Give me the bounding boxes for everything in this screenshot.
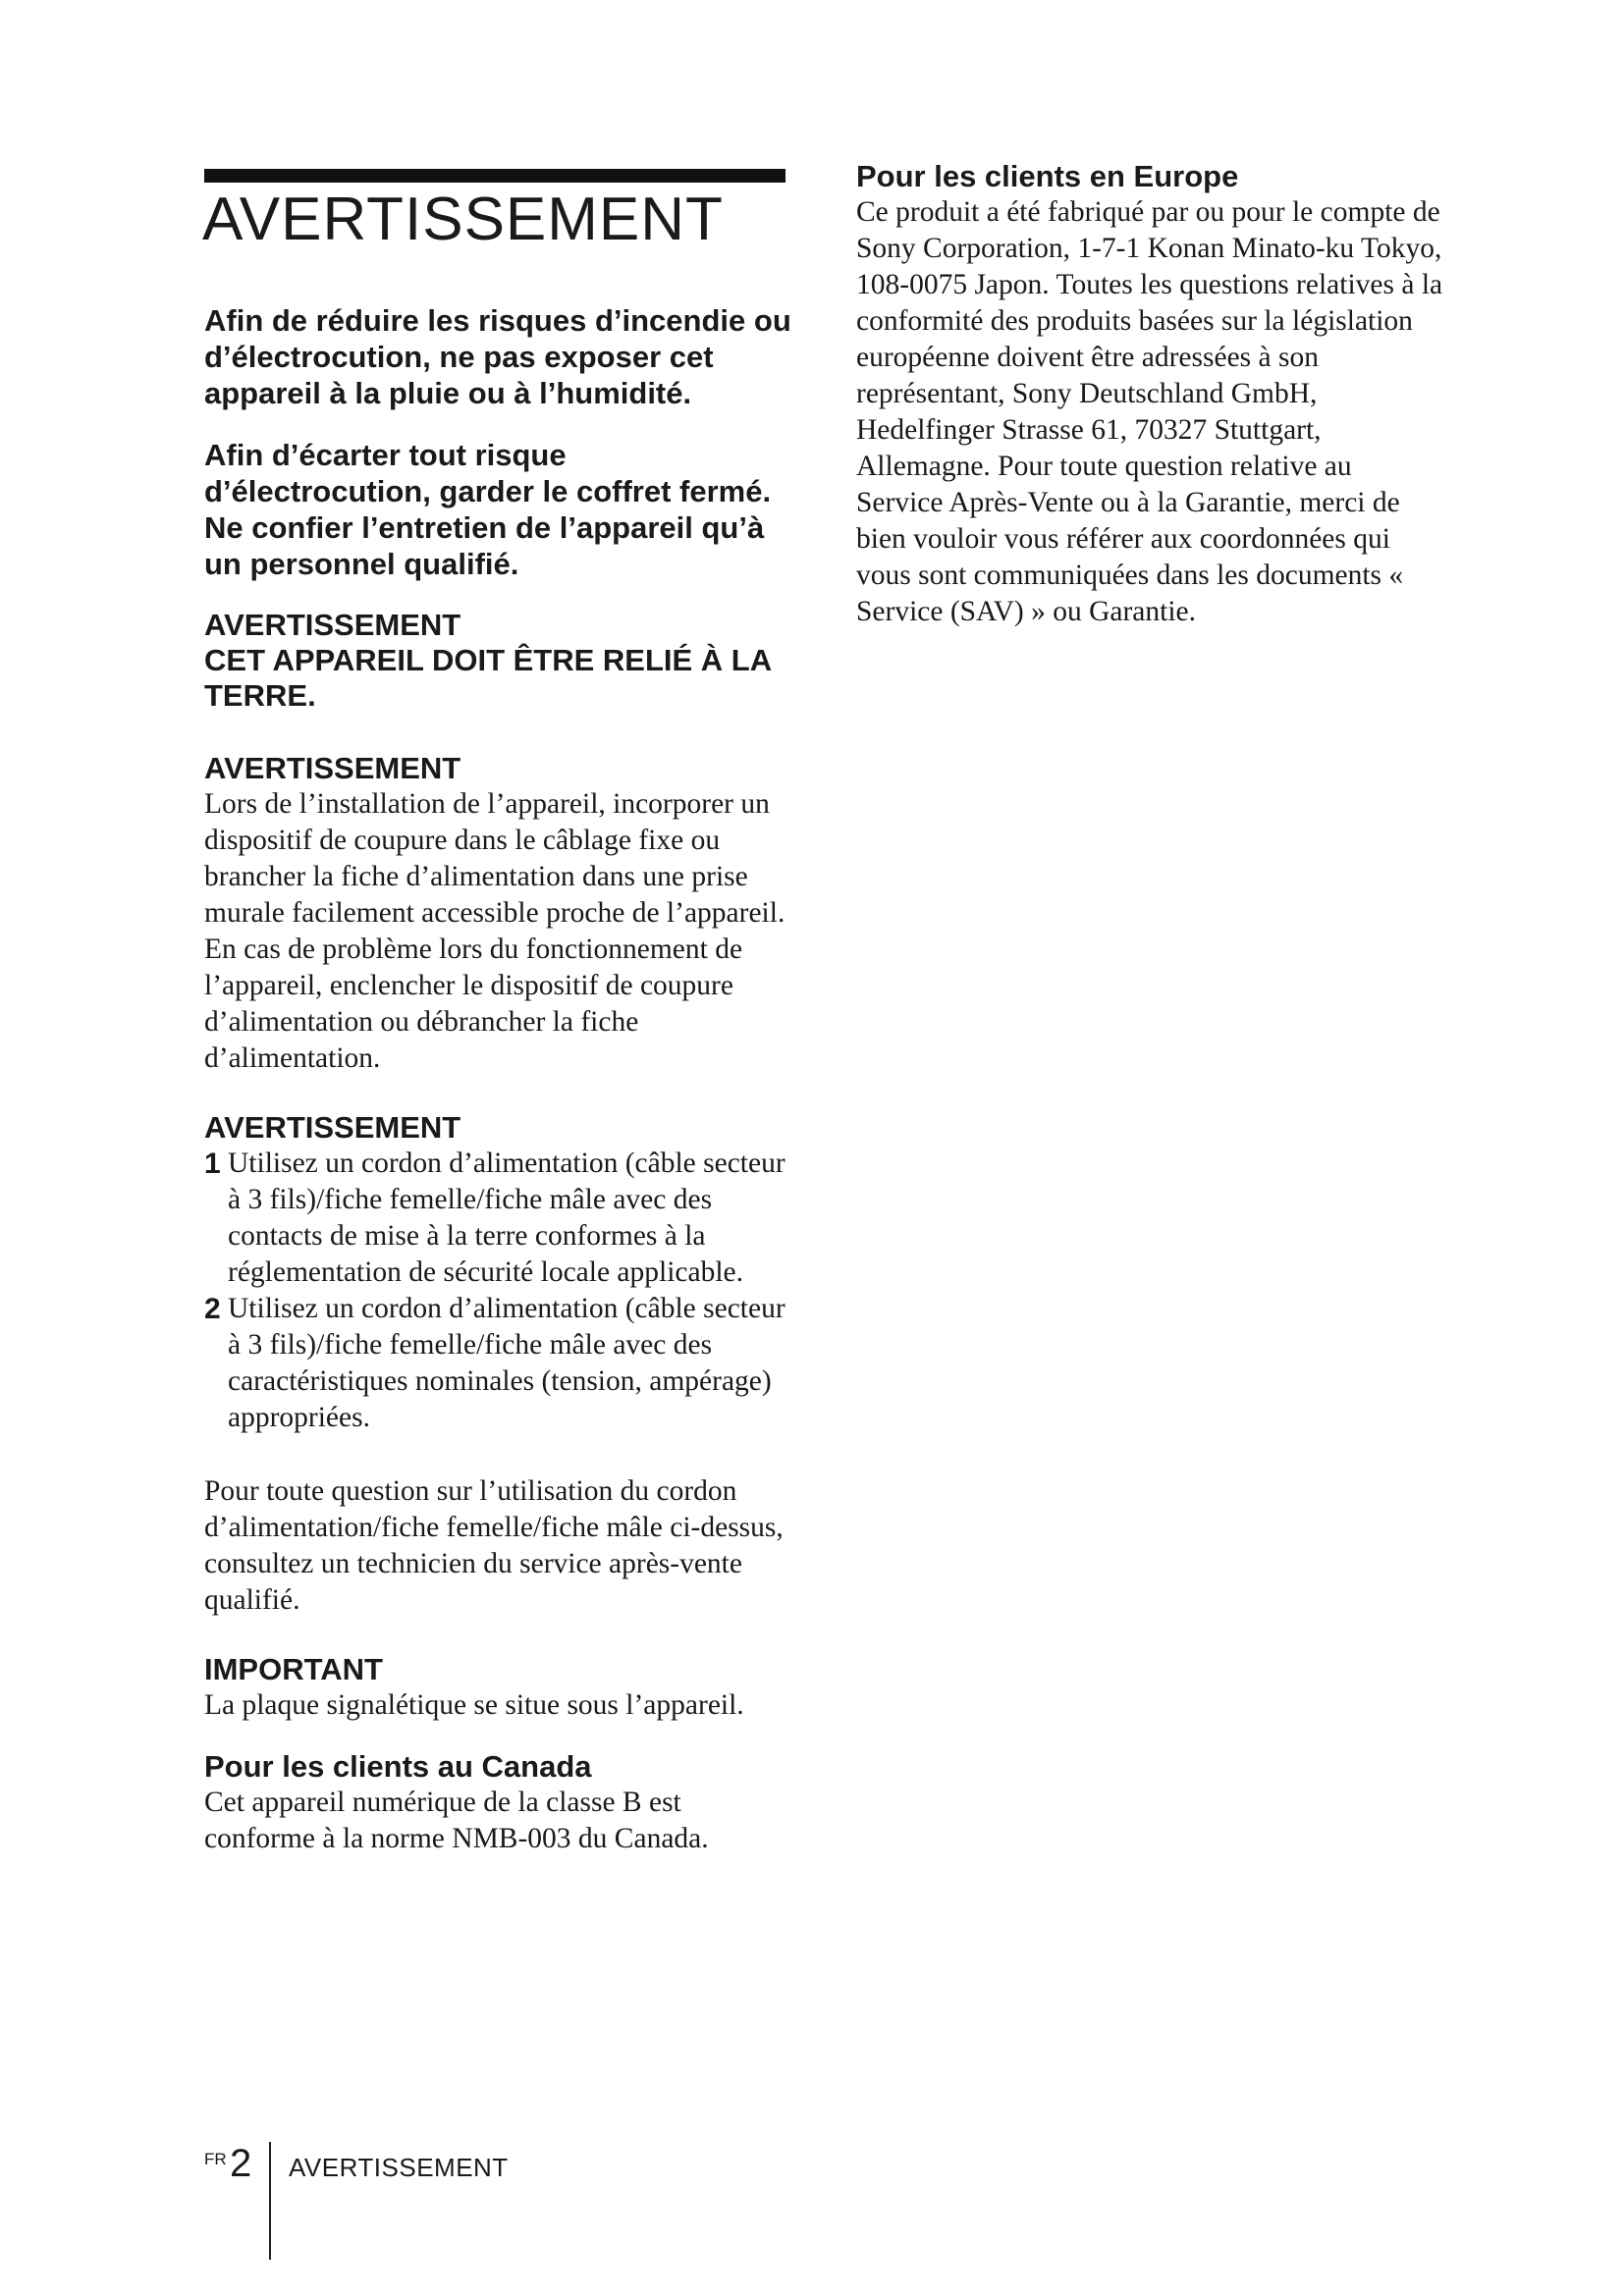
cordon-list	[204, 1146, 793, 1436]
technician-text: Pour toute question sur l’utilisation du cordon d’alimentation/fiche femelle/fiche mâle ci-dessus, consultez un technicien du service après-vente qualifié.	[204, 1475, 784, 1616]
ground-text: CET APPAREIL DOIT ÊTRE RELIÉ À LA TERRE.	[204, 643, 771, 713]
europe-heading: Pour les clients en Europe	[856, 159, 1239, 193]
canada-text: Cet appareil numérique de la classe B est conforme à la norme NMB-003 du Canada.	[204, 1787, 709, 1854]
canada-section	[204, 1749, 793, 1857]
install-heading: AVERTISSEMENT	[204, 751, 461, 785]
footer-section: AVERTISSEMENT	[289, 2153, 509, 2182]
list-item-number: 2	[204, 1293, 221, 1325]
cordon-heading: AVERTISSEMENT	[204, 1110, 461, 1145]
footer-divider	[269, 2142, 271, 2260]
install-warning	[204, 751, 793, 1077]
list-item-text: Utilisez un cordon d’alimentation (câble secteur à 3 fils)/fiche femelle/fiche mâle avec des contacts de mise à la terre conformes à la réglementation de sécurité locale applicable.	[228, 1148, 785, 1288]
important-heading: IMPORTANT	[204, 1652, 383, 1686]
left-column	[204, 302, 793, 1857]
list-item	[204, 1291, 793, 1436]
canada-heading: Pour les clients au Canada	[204, 1749, 592, 1784]
list-item-number: 1	[204, 1148, 221, 1180]
europe-text: Ce produit a été fabriqué par ou pour le compte de Sony Corporation, 1-7-1 Konan Minato-ku Tokyo, 108-0075 Japon. Toutes les questions relatives à la conformité des produits basées sur la législation européenne doivent être adressées à son représentant, Sony Deutschland GmbH, Hedelfinger Strasse 61, 70327 Stuttgart, Allemagne. Pour toute question relative au Service Après-Vente ou à la Garantie, merci de bien vouloir vous référer aux coordonnées qui vous sont communiquées dans les documents « Service (SAV) » ou Garantie.	[856, 196, 1443, 627]
warning-shock: Afin d’écarter tout risque d’électrocution, garder le coffret fermé. Ne confier l’entretien de l’appareil qu’à un personnel qualifié.	[204, 438, 772, 581]
footer-language: FR	[204, 2150, 227, 2168]
page-title: AVERTISSEMENT	[202, 186, 724, 253]
title-rule	[204, 169, 785, 183]
list-item-text: Utilisez un cordon d’alimentation (câble secteur à 3 fils)/fiche femelle/fiche mâle avec des caractéristiques nominales (tension, ampérage) appropriées.	[228, 1293, 785, 1433]
ground-warning	[204, 608, 793, 714]
important-text: La plaque signalétique se situe sous l’appareil.	[204, 1689, 744, 1721]
ground-heading: AVERTISSEMENT	[204, 608, 461, 642]
cordon-warning	[204, 1110, 793, 1436]
footer-page-number: 2	[230, 2142, 252, 2185]
important-section	[204, 1652, 793, 1724]
list-item	[204, 1146, 793, 1291]
warning-rain: Afin de réduire les risques d’incendie ou d’électrocution, ne pas exposer cet appareil à la pluie ou à l’humidité.	[204, 303, 791, 410]
right-column	[856, 159, 1445, 630]
install-text: Lors de l’installation de l’appareil, incorporer un dispositif de coupure dans le câblage fixe ou brancher la fiche d’alimentation dans une prise murale facilement accessible proche de l’appareil. En cas de problème lors du fonctionnement de l’appareil, enclencher le dispositif de coupure d’alimentation ou débrancher la fiche d’alimentation.	[204, 788, 785, 1074]
technician-note	[204, 1473, 793, 1619]
